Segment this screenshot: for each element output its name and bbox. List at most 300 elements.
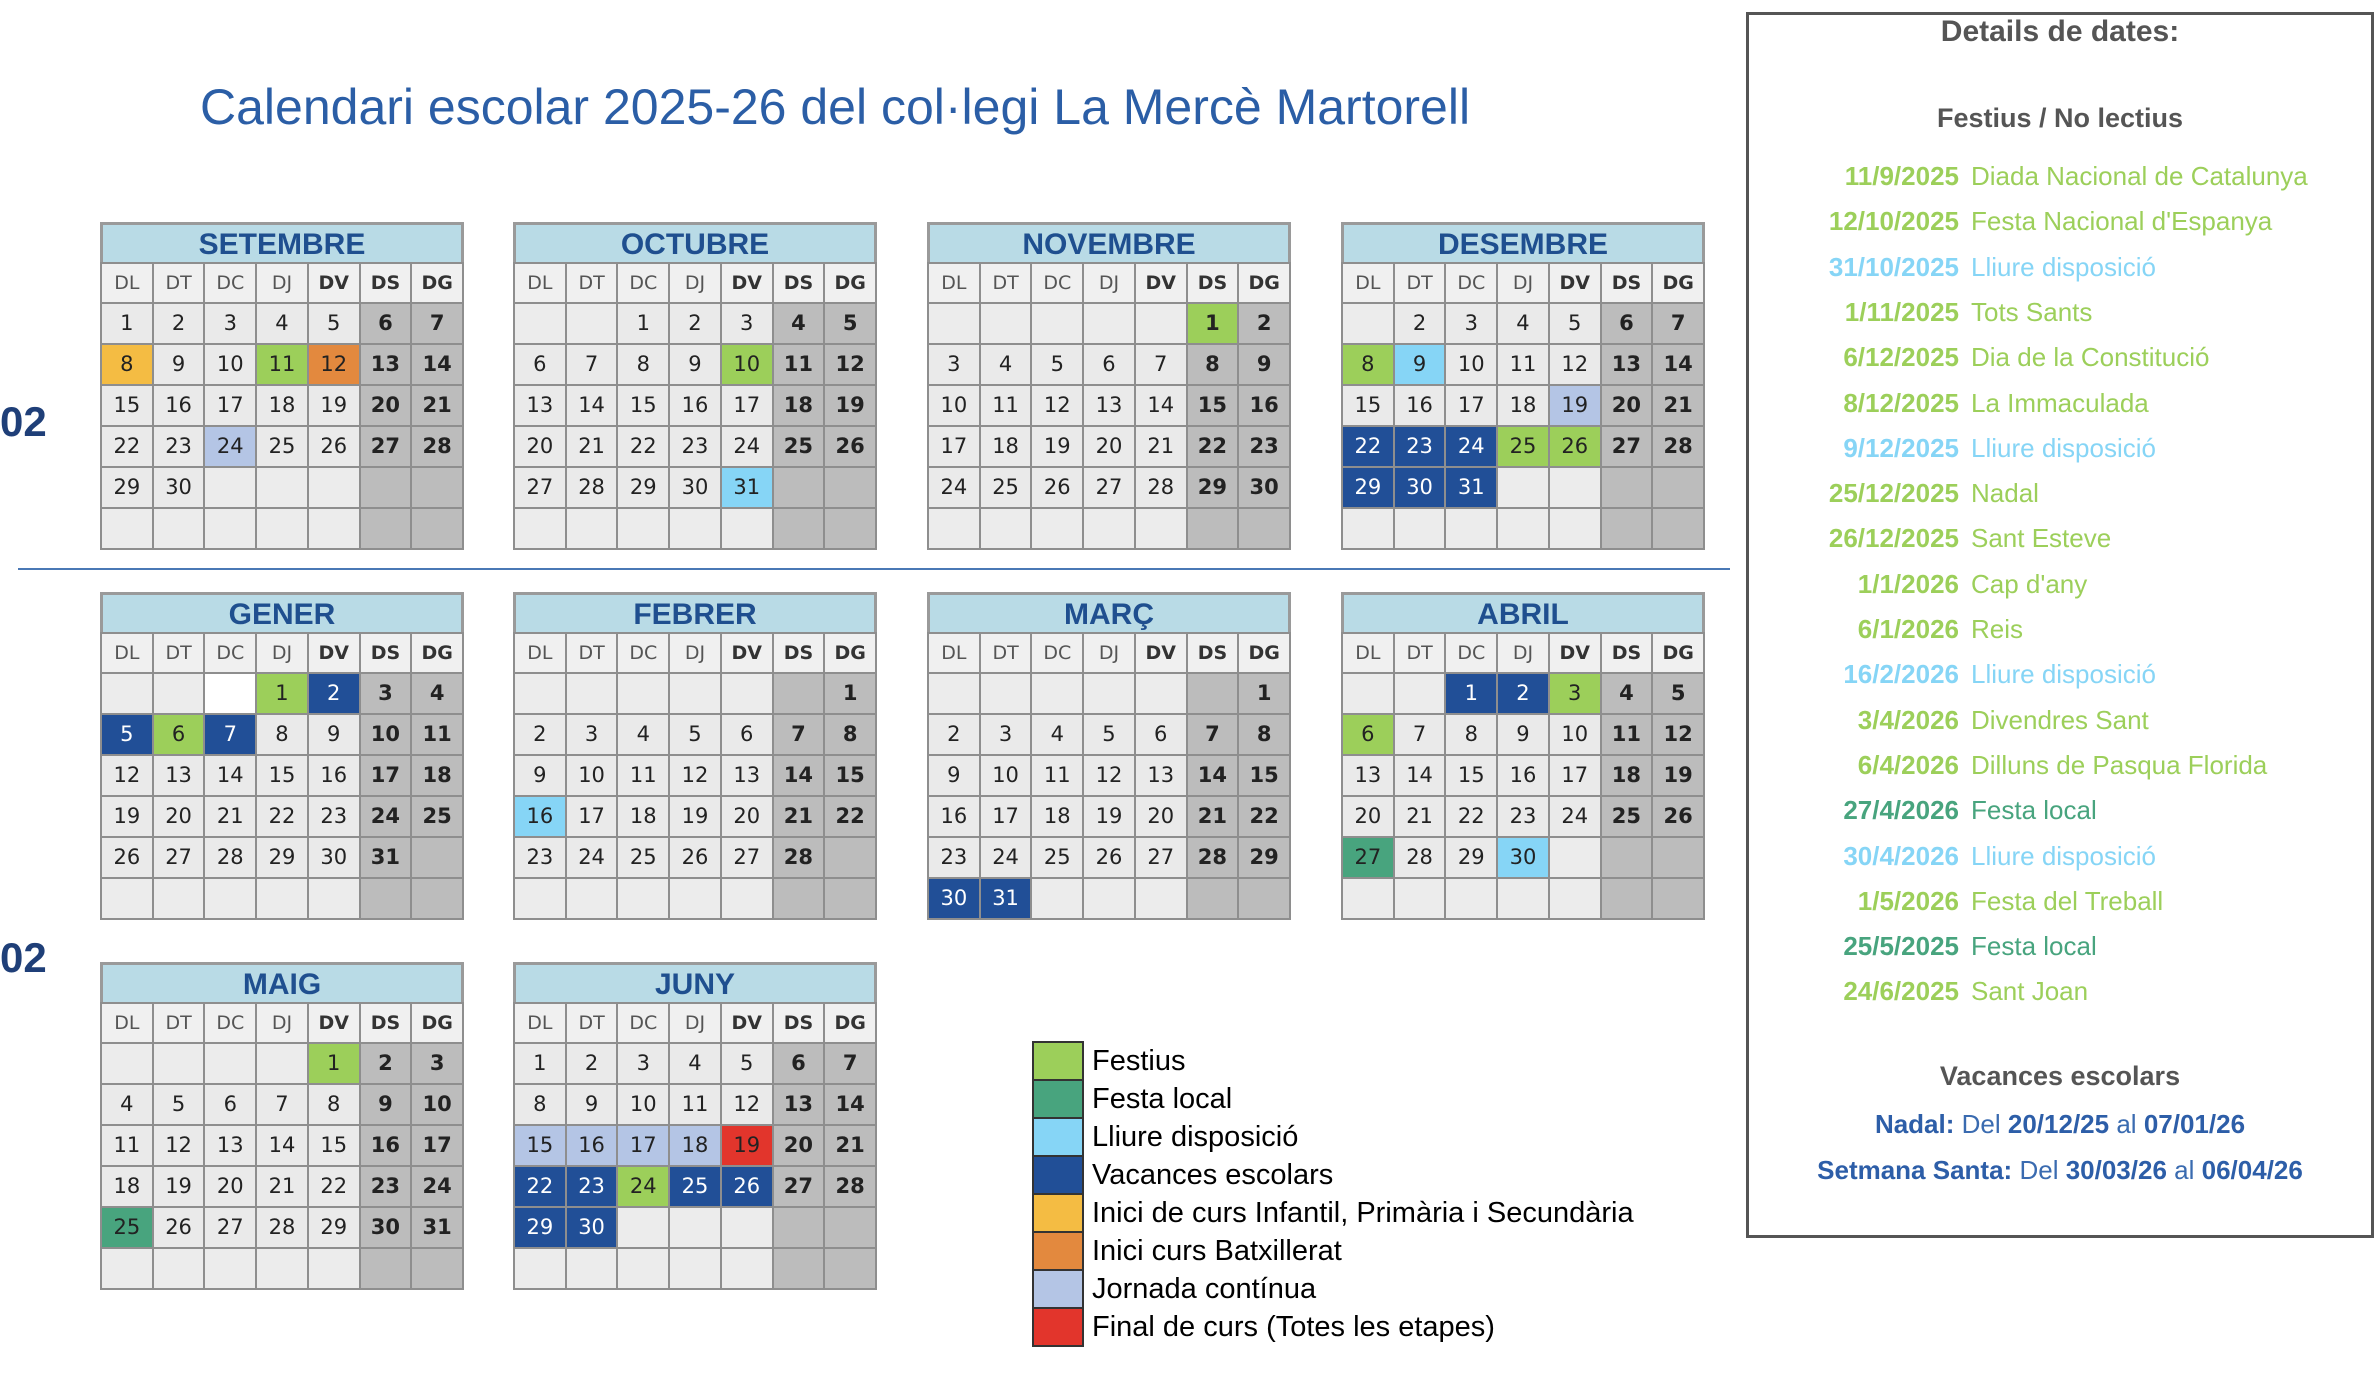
day-cell: 10 — [1550, 715, 1600, 754]
weekday-header: DJ — [1498, 634, 1548, 672]
day-cell: 5 — [722, 1044, 772, 1083]
day-cell: 26 — [1084, 838, 1134, 877]
month-grid — [100, 632, 464, 920]
day-cell: 2 — [1498, 674, 1548, 713]
detail-text: Sant Esteve — [1971, 523, 2112, 554]
day-cell: 13 — [1084, 386, 1134, 425]
day-cell: 7 — [1188, 715, 1238, 754]
day-cell: 6 — [205, 1085, 255, 1124]
detail-date: 27/4/2026 — [1843, 795, 1959, 826]
weekday-header: DL — [929, 634, 979, 672]
empty-day-cell — [1395, 674, 1445, 713]
empty-day-cell — [205, 879, 255, 918]
detail-text: Lliure disposició — [1971, 432, 2156, 463]
day-cell: 22 — [825, 797, 875, 836]
day-cell: 13 — [1602, 345, 1652, 384]
empty-day-cell — [154, 1249, 204, 1288]
empty-day-cell — [205, 468, 255, 507]
day-cell: 25 — [1498, 427, 1548, 466]
day-cell: 24 — [361, 797, 411, 836]
empty-day-cell — [515, 509, 565, 548]
detail-text: Nadal — [1971, 478, 2039, 509]
day-cell: 20 — [774, 1126, 824, 1165]
day-cell: 15 — [1239, 756, 1289, 795]
day-cell: 31 — [981, 879, 1031, 918]
empty-day-cell — [205, 674, 255, 713]
day-cell: 28 — [412, 427, 462, 466]
weekday-header: DS — [774, 1004, 824, 1042]
day-cell: 12 — [1084, 756, 1134, 795]
month-grid — [100, 262, 464, 550]
day-cell: 13 — [515, 386, 565, 425]
day-cell: 21 — [774, 797, 824, 836]
legend-item — [1032, 1118, 1634, 1156]
legend — [1032, 1042, 1634, 1346]
detail-row — [1749, 976, 2371, 1007]
empty-day-cell — [412, 1249, 462, 1288]
day-cell: 6 — [1343, 715, 1393, 754]
detail-row — [1749, 523, 2371, 554]
day-cell: 20 — [361, 386, 411, 425]
day-cell: 18 — [618, 797, 668, 836]
day-cell: 4 — [1498, 304, 1548, 343]
detail-date: 30/4/2026 — [1843, 840, 1959, 871]
empty-day-cell — [929, 674, 979, 713]
day-cell: 6 — [154, 715, 204, 754]
month-title: OCTUBRE — [513, 222, 877, 262]
day-cell: 17 — [618, 1126, 668, 1165]
empty-day-cell — [722, 1208, 772, 1247]
empty-day-cell — [618, 674, 668, 713]
empty-day-cell — [205, 1044, 255, 1083]
day-cell: 29 — [1343, 468, 1393, 507]
day-cell: 28 — [205, 838, 255, 877]
month-grid — [513, 1002, 877, 1290]
day-cell: 19 — [1032, 427, 1082, 466]
weekday-header: DL — [102, 634, 152, 672]
day-cell: 22 — [1188, 427, 1238, 466]
legend-swatch — [1032, 1155, 1084, 1195]
empty-day-cell — [205, 1249, 255, 1288]
detail-row — [1749, 478, 2371, 509]
day-cell: 14 — [1136, 386, 1186, 425]
empty-day-cell — [1498, 468, 1548, 507]
day-cell: 29 — [1239, 838, 1289, 877]
day-cell: 15 — [102, 386, 152, 425]
day-cell: 22 — [515, 1167, 565, 1206]
day-cell: 27 — [515, 468, 565, 507]
day-cell: 24 — [618, 1167, 668, 1206]
weekday-header: DG — [1653, 634, 1703, 672]
empty-day-cell — [825, 468, 875, 507]
detail-row — [1749, 433, 2371, 464]
detail-row — [1749, 795, 2371, 826]
day-cell: 18 — [670, 1126, 720, 1165]
day-cell: 12 — [1032, 386, 1082, 425]
day-cell: 13 — [722, 756, 772, 795]
empty-day-cell — [361, 509, 411, 548]
day-cell: 9 — [1239, 345, 1289, 384]
day-cell: 8 — [825, 715, 875, 754]
day-cell: 11 — [981, 386, 1031, 425]
detail-date: 1/5/2026 — [1857, 885, 1959, 916]
empty-day-cell — [515, 1249, 565, 1288]
day-cell: 14 — [1653, 345, 1703, 384]
empty-day-cell — [1602, 838, 1652, 877]
day-cell: 10 — [412, 1085, 462, 1124]
day-cell: 26 — [1653, 797, 1703, 836]
weekday-header: DG — [412, 1004, 462, 1042]
day-cell: 24 — [412, 1167, 462, 1206]
empty-day-cell — [567, 1249, 617, 1288]
day-cell: 10 — [361, 715, 411, 754]
month-grid — [1341, 262, 1705, 550]
month-juny — [513, 962, 877, 1290]
day-cell: 15 — [1446, 756, 1496, 795]
day-cell: 6 — [774, 1044, 824, 1083]
day-cell: 17 — [1550, 756, 1600, 795]
day-cell: 21 — [412, 386, 462, 425]
detail-row — [1749, 252, 2371, 283]
detail-text: Divendres Sant — [1971, 704, 2149, 735]
day-cell: 30 — [929, 879, 979, 918]
empty-day-cell — [981, 304, 1031, 343]
day-cell: 24 — [567, 838, 617, 877]
day-cell: 8 — [257, 715, 307, 754]
day-cell: 4 — [618, 715, 668, 754]
day-cell: 25 — [102, 1208, 152, 1247]
day-cell: 22 — [1343, 427, 1393, 466]
empty-day-cell — [1239, 509, 1289, 548]
day-cell: 31 — [722, 468, 772, 507]
day-cell: 15 — [1188, 386, 1238, 425]
weekday-header: DV — [309, 264, 359, 302]
side-year-label: 02 — [0, 934, 47, 981]
day-cell: 14 — [774, 756, 824, 795]
day-cell: 4 — [670, 1044, 720, 1083]
weekday-header: DJ — [1498, 264, 1548, 302]
empty-day-cell — [670, 1208, 720, 1247]
day-cell: 1 — [257, 674, 307, 713]
weekday-header: DL — [515, 264, 565, 302]
detail-text: Tots Sants — [1971, 296, 2093, 327]
empty-day-cell — [981, 674, 1031, 713]
empty-day-cell — [981, 509, 1031, 548]
day-cell: 17 — [205, 386, 255, 425]
empty-day-cell — [1498, 509, 1548, 548]
empty-day-cell — [309, 1249, 359, 1288]
month-gener — [100, 592, 464, 920]
day-cell: 7 — [1395, 715, 1445, 754]
detail-row — [1749, 342, 2371, 373]
day-cell: 16 — [515, 797, 565, 836]
empty-day-cell — [825, 838, 875, 877]
day-cell: 16 — [309, 756, 359, 795]
empty-day-cell — [102, 1044, 152, 1083]
day-cell: 24 — [205, 427, 255, 466]
day-cell: 11 — [1032, 756, 1082, 795]
empty-day-cell — [515, 674, 565, 713]
month-grid — [513, 632, 877, 920]
day-cell: 10 — [929, 386, 979, 425]
day-cell: 22 — [1446, 797, 1496, 836]
day-cell: 2 — [567, 1044, 617, 1083]
empty-day-cell — [825, 879, 875, 918]
day-cell: 24 — [722, 427, 772, 466]
day-cell: 7 — [1653, 304, 1703, 343]
weekday-header: DT — [567, 634, 617, 672]
month-grid — [927, 632, 1291, 920]
day-cell: 8 — [102, 345, 152, 384]
empty-day-cell — [1239, 879, 1289, 918]
day-cell: 8 — [515, 1085, 565, 1124]
day-cell: 11 — [1498, 345, 1548, 384]
day-cell: 17 — [981, 797, 1031, 836]
month-novembre — [927, 222, 1291, 550]
empty-day-cell — [618, 1208, 668, 1247]
day-cell: 6 — [361, 304, 411, 343]
day-cell: 4 — [412, 674, 462, 713]
weekday-header: DV — [722, 264, 772, 302]
details-panel — [1746, 12, 2374, 1238]
day-cell: 2 — [154, 304, 204, 343]
day-cell: 26 — [825, 427, 875, 466]
legend-label: Festa local — [1092, 1082, 1233, 1115]
day-cell: 29 — [515, 1208, 565, 1247]
day-cell: 12 — [102, 756, 152, 795]
day-cell: 3 — [1446, 304, 1496, 343]
empty-day-cell — [722, 1249, 772, 1288]
month-title: DESEMBRE — [1341, 222, 1705, 262]
weekday-header: DG — [412, 264, 462, 302]
day-cell: 29 — [1446, 838, 1496, 877]
empty-day-cell — [361, 1249, 411, 1288]
day-cell: 27 — [361, 427, 411, 466]
day-cell: 15 — [825, 756, 875, 795]
day-cell: 10 — [722, 345, 772, 384]
day-cell: 8 — [1343, 345, 1393, 384]
empty-day-cell — [929, 304, 979, 343]
day-cell: 19 — [670, 797, 720, 836]
day-cell: 26 — [1032, 468, 1082, 507]
legend-swatch — [1032, 1193, 1084, 1233]
weekday-header: DV — [722, 1004, 772, 1042]
day-cell: 30 — [670, 468, 720, 507]
month-grid — [100, 1002, 464, 1290]
day-cell: 18 — [102, 1167, 152, 1206]
day-cell: 29 — [257, 838, 307, 877]
empty-day-cell — [774, 509, 824, 548]
empty-day-cell — [515, 304, 565, 343]
day-cell: 24 — [1550, 797, 1600, 836]
semester-divider — [18, 568, 1730, 570]
day-cell: 12 — [309, 345, 359, 384]
day-cell: 1 — [515, 1044, 565, 1083]
day-cell: 5 — [670, 715, 720, 754]
empty-day-cell — [1602, 468, 1652, 507]
weekday-header: DJ — [257, 634, 307, 672]
day-cell: 25 — [618, 838, 668, 877]
empty-day-cell — [1602, 879, 1652, 918]
weekday-header: DS — [361, 264, 411, 302]
month-maig — [100, 962, 464, 1290]
weekday-header: DS — [774, 264, 824, 302]
weekday-header: DS — [1602, 634, 1652, 672]
day-cell: 23 — [154, 427, 204, 466]
empty-day-cell — [1032, 304, 1082, 343]
legend-label: Inici curs Batxillerat — [1092, 1234, 1342, 1267]
empty-day-cell — [929, 509, 979, 548]
day-cell: 13 — [205, 1126, 255, 1165]
day-cell: 20 — [1343, 797, 1393, 836]
day-cell: 29 — [309, 1208, 359, 1247]
weekday-header: DC — [205, 264, 255, 302]
empty-day-cell — [412, 468, 462, 507]
day-cell: 21 — [1136, 427, 1186, 466]
month-title: SETEMBRE — [100, 222, 464, 262]
day-cell: 1 — [1239, 674, 1289, 713]
detail-date: 24/6/2025 — [1843, 976, 1959, 1007]
day-cell: 9 — [929, 756, 979, 795]
day-cell: 4 — [1032, 715, 1082, 754]
legend-label: Lliure disposició — [1092, 1120, 1299, 1153]
day-cell: 25 — [670, 1167, 720, 1206]
day-cell: 28 — [1653, 427, 1703, 466]
weekday-header: DC — [618, 264, 668, 302]
legend-label: Final de curs (Totes les etapes) — [1092, 1310, 1495, 1343]
weekday-header: DG — [825, 264, 875, 302]
weekday-header: DC — [618, 634, 668, 672]
day-cell: 11 — [670, 1085, 720, 1124]
empty-day-cell — [1136, 304, 1186, 343]
weekday-header: DC — [1446, 264, 1496, 302]
day-cell: 7 — [257, 1085, 307, 1124]
day-cell: 3 — [567, 715, 617, 754]
day-cell: 20 — [154, 797, 204, 836]
weekday-header: DS — [1188, 264, 1238, 302]
day-cell: 6 — [1136, 715, 1186, 754]
detail-date: 25/5/2025 — [1843, 931, 1959, 962]
day-cell: 31 — [412, 1208, 462, 1247]
month-febrer — [513, 592, 877, 920]
day-cell: 2 — [309, 674, 359, 713]
day-cell: 21 — [825, 1126, 875, 1165]
weekday-header: DS — [774, 634, 824, 672]
detail-text: Festa local — [1971, 795, 2097, 826]
day-cell: 8 — [1446, 715, 1496, 754]
empty-day-cell — [154, 509, 204, 548]
day-cell: 9 — [670, 345, 720, 384]
empty-day-cell — [722, 674, 772, 713]
day-cell: 30 — [1239, 468, 1289, 507]
day-cell: 16 — [929, 797, 979, 836]
weekday-header: DJ — [257, 264, 307, 302]
day-cell: 12 — [1550, 345, 1600, 384]
legend-label: Festius — [1092, 1044, 1186, 1077]
legend-label: Inici de curs Infantil, Primària i Secundària — [1092, 1196, 1634, 1229]
detail-date: 1/1/2026 — [1857, 568, 1959, 599]
day-cell: 24 — [981, 838, 1031, 877]
day-cell: 29 — [102, 468, 152, 507]
legend-swatch — [1032, 1117, 1084, 1157]
weekday-header: DS — [1188, 634, 1238, 672]
empty-day-cell — [257, 509, 307, 548]
weekday-header: DV — [722, 634, 772, 672]
weekday-header: DC — [1032, 634, 1082, 672]
day-cell: 4 — [774, 304, 824, 343]
day-cell: 10 — [1446, 345, 1496, 384]
day-cell: 20 — [515, 427, 565, 466]
day-cell: 15 — [618, 386, 668, 425]
day-cell: 3 — [981, 715, 1031, 754]
weekday-header: DJ — [257, 1004, 307, 1042]
day-cell: 23 — [515, 838, 565, 877]
empty-day-cell — [205, 509, 255, 548]
vacances-heading: Vacances escolars — [1939, 1061, 2181, 1091]
detail-date: 26/12/2025 — [1828, 523, 1959, 554]
day-cell: 19 — [102, 797, 152, 836]
detail-text: Festa Nacional d'Espanya — [1971, 206, 2273, 237]
day-cell: 12 — [154, 1126, 204, 1165]
empty-day-cell — [825, 1208, 875, 1247]
empty-day-cell — [102, 1249, 152, 1288]
legend-item — [1032, 1156, 1634, 1194]
day-cell: 6 — [515, 345, 565, 384]
day-cell: 13 — [361, 345, 411, 384]
weekday-header: DT — [154, 1004, 204, 1042]
day-cell: 3 — [722, 304, 772, 343]
day-cell: 9 — [515, 756, 565, 795]
legend-label: Jornada contínua — [1092, 1272, 1317, 1305]
day-cell: 21 — [567, 427, 617, 466]
day-cell: 28 — [1136, 468, 1186, 507]
detail-date: 12/10/2025 — [1828, 206, 1959, 237]
day-cell: 11 — [257, 345, 307, 384]
day-cell: 14 — [205, 756, 255, 795]
day-cell: 29 — [618, 468, 668, 507]
day-cell: 10 — [567, 756, 617, 795]
day-cell: 13 — [1136, 756, 1186, 795]
empty-day-cell — [825, 509, 875, 548]
empty-day-cell — [670, 879, 720, 918]
day-cell: 5 — [1032, 345, 1082, 384]
day-cell: 26 — [102, 838, 152, 877]
day-cell: 25 — [412, 797, 462, 836]
weekday-header: DL — [1343, 634, 1393, 672]
detail-text: La Immaculada — [1971, 387, 2149, 418]
empty-day-cell — [1084, 304, 1134, 343]
weekday-header: DJ — [670, 634, 720, 672]
day-cell: 15 — [1343, 386, 1393, 425]
weekday-header: DV — [309, 634, 359, 672]
day-cell: 2 — [1239, 304, 1289, 343]
day-cell: 9 — [361, 1085, 411, 1124]
legend-label: Vacances escolars — [1092, 1158, 1334, 1191]
detail-row — [1749, 659, 2371, 690]
empty-day-cell — [1395, 879, 1445, 918]
day-cell: 14 — [567, 386, 617, 425]
day-cell: 19 — [154, 1167, 204, 1206]
month-marc — [927, 592, 1291, 920]
day-cell: 14 — [1395, 756, 1445, 795]
legend-item — [1032, 1270, 1634, 1308]
day-cell: 23 — [929, 838, 979, 877]
day-cell: 3 — [361, 674, 411, 713]
legend-swatch — [1032, 1269, 1084, 1309]
day-cell: 20 — [205, 1167, 255, 1206]
empty-day-cell — [1032, 674, 1082, 713]
day-cell: 7 — [205, 715, 255, 754]
